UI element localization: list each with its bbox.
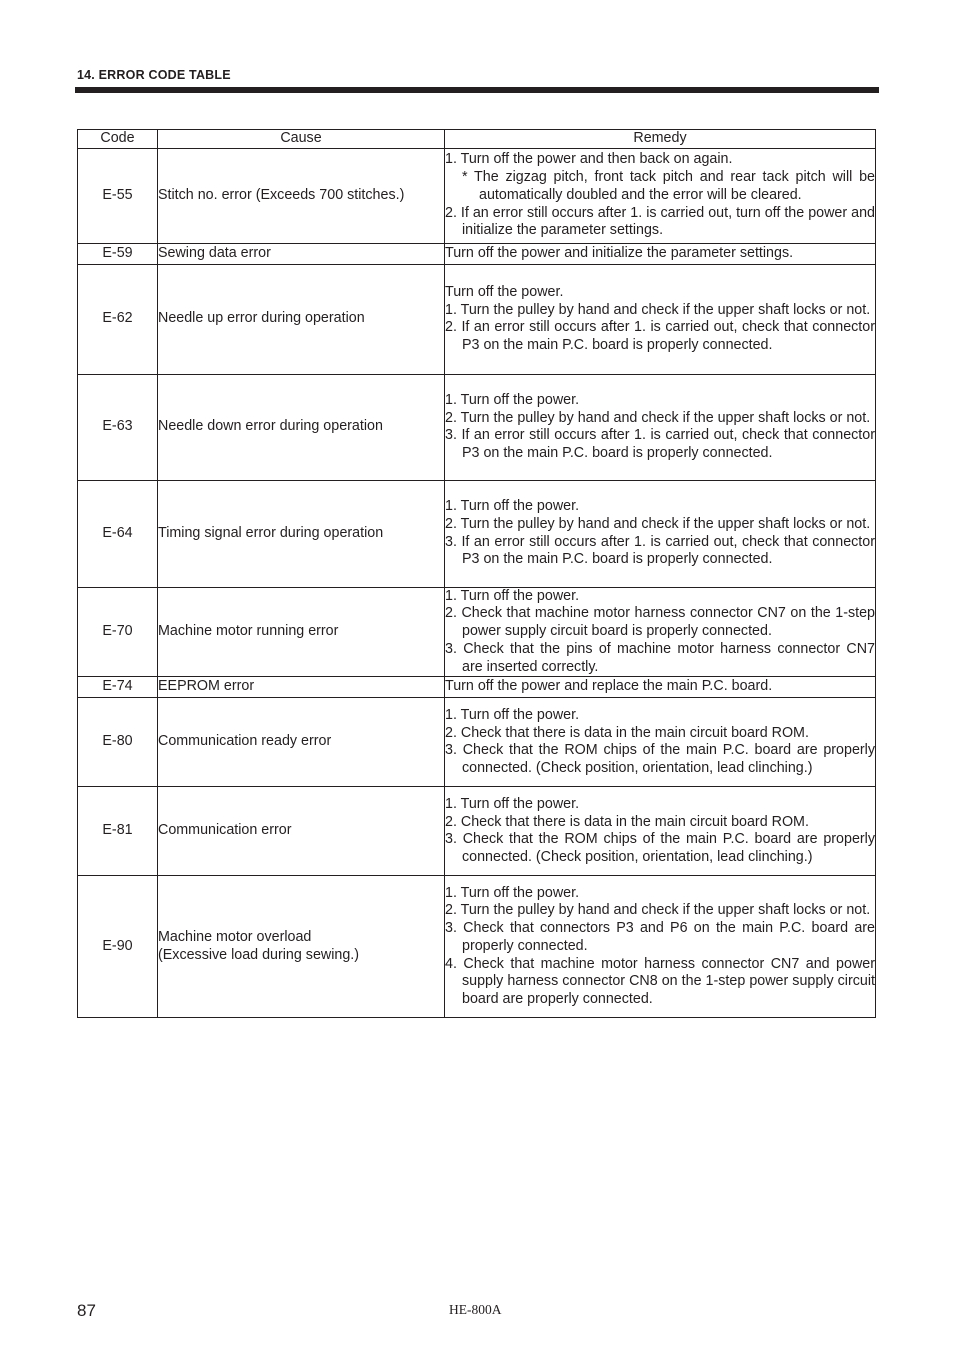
table-row xyxy=(78,787,876,876)
table-row xyxy=(78,698,876,787)
error-remedy xyxy=(445,787,876,876)
error-cause: Timing signal error during operation xyxy=(158,480,445,587)
remedy-step: 2. Turn the pulley by hand and check if the upper shaft locks or not. xyxy=(445,516,871,532)
error-cause: Machine motor running error xyxy=(158,587,445,677)
error-remedy xyxy=(445,374,876,480)
remedy-step: 1. Turn off the power. xyxy=(445,795,580,812)
remedy-step: 3. If an error still occurs after 1. is carried out, check that connector P3 on the main P.C. board is properly connected. xyxy=(445,533,875,568)
model-name: HE-800A xyxy=(449,1302,502,1317)
table-row xyxy=(78,587,876,677)
error-remedy xyxy=(445,677,876,698)
error-remedy xyxy=(445,480,876,587)
error-code: E-63 xyxy=(78,374,158,480)
header-rule xyxy=(75,87,879,93)
remedy-text: Turn off the power. xyxy=(445,283,564,300)
remedy-step: 3. Check that the ROM chips of the main P.C. board are properly connected. (Check position, orientation, lead clinching.) xyxy=(445,831,875,865)
error-code: E-74 xyxy=(78,677,158,698)
remedy-step: 3. If an error still occurs after 1. is carried out, check that connector P3 on the main P.C. board is properly connected. xyxy=(445,427,875,461)
error-code: E-70 xyxy=(78,587,158,677)
table-row xyxy=(78,264,876,374)
error-code: E-64 xyxy=(78,480,158,587)
section-title: 14. ERROR CODE TABLE xyxy=(77,68,231,82)
error-remedy xyxy=(445,587,876,677)
column-header-code: Code xyxy=(78,130,158,149)
error-cause: Needle down error during operation xyxy=(158,374,445,480)
cause-line: (Excessive load during sewing.) xyxy=(158,946,360,963)
remedy-step: 1. Turn the pulley by hand and check if the upper shaft locks or not. xyxy=(445,301,871,318)
error-cause: Stitch no. error (Exceeds 700 stitches.) xyxy=(158,148,445,243)
error-code: E-62 xyxy=(78,264,158,374)
error-cause: Communication ready error xyxy=(158,698,445,787)
remedy-step: 4. Check that machine motor harness connector CN7 and power supply harness connector CN8 on the 1-step power supply circuit board are properly connected. xyxy=(445,955,875,1007)
remedy-step: 1. Turn off the power. xyxy=(445,391,580,408)
error-code: E-55 xyxy=(78,148,158,243)
remedy-text: Turn off the power and initialize the parameter settings. xyxy=(445,244,794,261)
remedy-step: 3. Check that the ROM chips of the main P.C. board are properly connected. (Check position, orientation, lead clinching.) xyxy=(445,742,875,776)
table-row xyxy=(78,374,876,480)
error-remedy xyxy=(445,264,876,374)
remedy-note: * The zigzag pitch, front tack pitch and rear tack pitch will be automatically doubled and the error will be cleared. xyxy=(462,169,875,203)
table-row xyxy=(78,677,876,698)
error-remedy xyxy=(445,243,876,264)
error-cause xyxy=(158,876,445,1018)
error-cause: EEPROM error xyxy=(158,677,445,698)
page-number: 87 xyxy=(77,1301,96,1320)
remedy-step: 1. Turn off the power and then back on again. xyxy=(445,151,733,168)
table-row xyxy=(78,876,876,1018)
error-code: E-80 xyxy=(78,698,158,787)
table-header-row xyxy=(78,130,876,149)
remedy-step: 2. Turn the pulley by hand and check if the upper shaft locks or not. xyxy=(445,409,871,426)
error-code: E-81 xyxy=(78,787,158,876)
remedy-step: 1. Turn off the power. xyxy=(445,706,580,723)
remedy-step: 1. Turn off the power. xyxy=(445,884,580,901)
remedy-text: Turn off the power and replace the main P.C. board. xyxy=(445,678,773,695)
cause-line: Machine motor overload xyxy=(158,929,312,946)
column-header-remedy: Remedy xyxy=(445,130,876,149)
error-cause: Communication error xyxy=(158,787,445,876)
table-row xyxy=(78,243,876,264)
error-remedy xyxy=(445,698,876,787)
error-remedy xyxy=(445,876,876,1018)
table-row xyxy=(78,480,876,587)
error-code: E-90 xyxy=(78,876,158,1018)
error-code-table xyxy=(77,129,876,1018)
column-header-cause: Cause xyxy=(158,130,445,149)
error-cause: Sewing data error xyxy=(158,243,445,264)
remedy-step: 1. Turn off the power. xyxy=(445,498,580,515)
error-code: E-59 xyxy=(78,243,158,264)
error-remedy xyxy=(445,148,876,243)
remedy-step: 2. Check that there is data in the main circuit board ROM. xyxy=(445,813,809,830)
table-row xyxy=(78,148,876,243)
remedy-step: 2. If an error still occurs after 1. is carried out, turn off the power and initialize the parameter settings. xyxy=(445,204,875,239)
remedy-step: 1. Turn off the power. xyxy=(445,587,580,604)
remedy-step: 2. If an error still occurs after 1. is carried out, check that connector P3 on the main P.C. board is properly connected. xyxy=(445,319,875,353)
remedy-step: 2. Check that machine motor harness connector CN7 on the 1-step power supply circuit board is properly connected. xyxy=(445,605,875,640)
remedy-step: 2. Check that there is data in the main circuit board ROM. xyxy=(445,724,809,741)
remedy-step: 3. Check that the pins of machine motor harness connector CN7 are inserted correctly. xyxy=(445,640,875,675)
remedy-step: 2. Turn the pulley by hand and check if the upper shaft locks or not. xyxy=(445,902,871,919)
remedy-step: 3. Check that connectors P3 and P6 on the main P.C. board are properly connected. xyxy=(445,920,875,954)
error-cause: Needle up error during operation xyxy=(158,264,445,374)
